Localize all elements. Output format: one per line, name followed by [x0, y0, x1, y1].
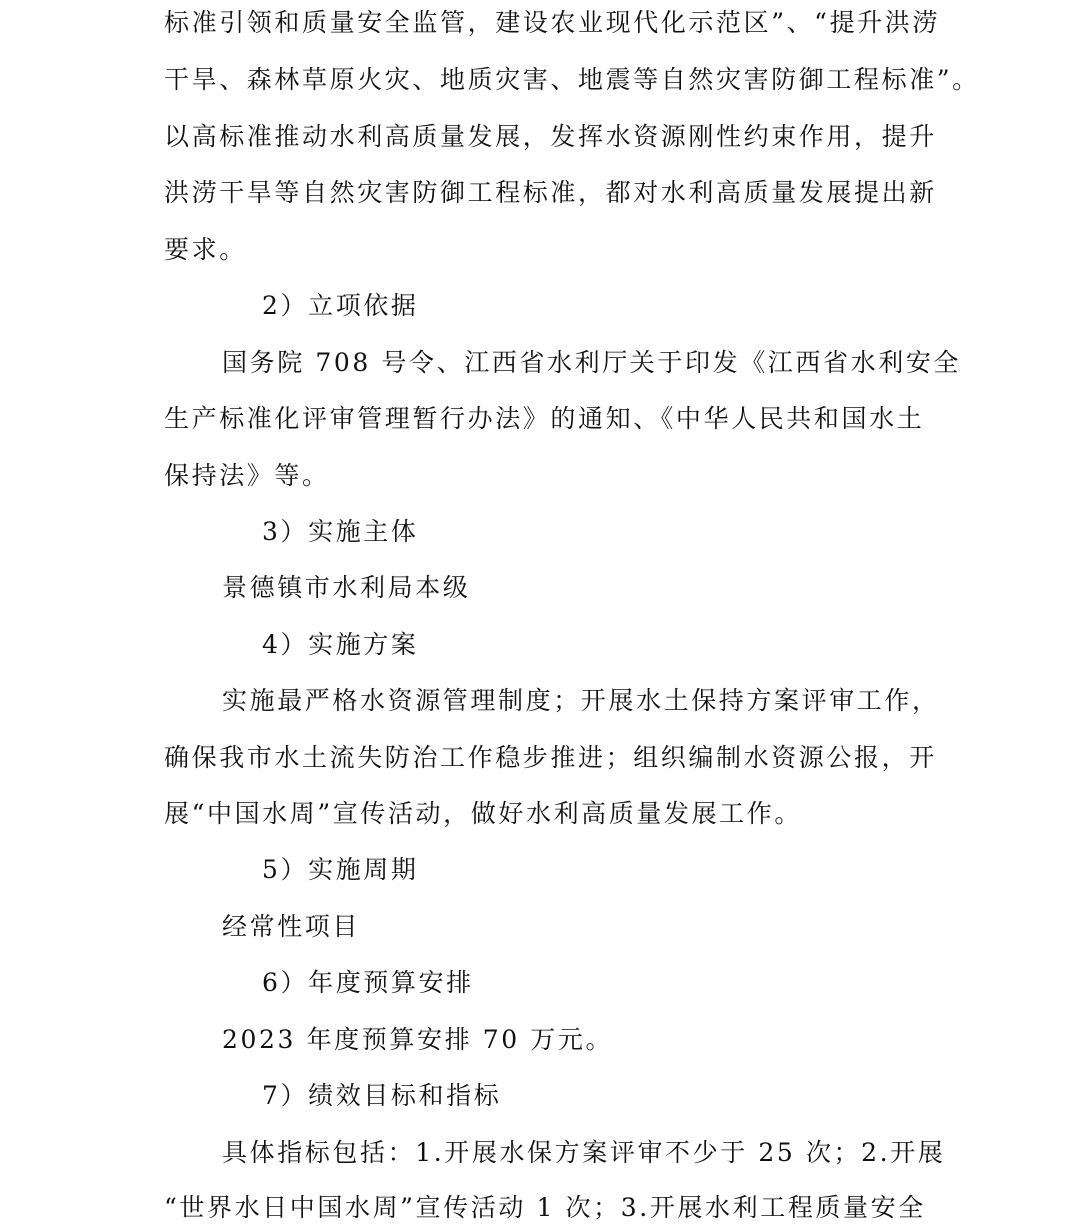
intro-line-2: 干旱、森林草原火灾、地质灾害、地震等自然灾害防御工程标准”。: [164, 65, 980, 94]
intro-line-1: 标准引领和质量安全监管，建设农业现代化示范区”、“提升洪涝: [164, 8, 940, 37]
section-heading-plan: 4）实施方案: [262, 630, 419, 659]
intro-line-3: 以高标准推动水利高质量发展，发挥水资源刚性约束作用，提升: [164, 122, 937, 151]
section-heading-period: 5）实施周期: [262, 855, 419, 884]
plan-line-2: 确保我市水土流失防治工作稳步推进；组织编制水资源公报，开: [164, 743, 937, 772]
section-heading-targets: 7）绩效目标和指标: [262, 1081, 502, 1110]
section-heading-implementer: 3）实施主体: [262, 517, 419, 546]
section-heading-basis: 2）立项依据: [262, 291, 419, 320]
basis-line-3: 保持法》等。: [164, 461, 330, 490]
basis-line-1: 国务院 708 号令、江西省水利厅关于印发《江西省水利安全: [222, 348, 962, 377]
targets-line-2: “世界水日中国水周”宣传活动 1 次；3.开展水利工程质量安全: [164, 1193, 926, 1222]
section-heading-budget: 6）年度预算安排: [262, 968, 474, 997]
targets-line-1: 具体指标包括：1.开展水保方案评审不少于 25 次；2.开展: [222, 1138, 946, 1167]
plan-line-3: 展“中国水周”宣传活动，做好水利高质量发展工作。: [164, 799, 802, 828]
implementer-line-1: 景德镇市水利局本级: [222, 573, 471, 602]
intro-line-4: 洪涝干旱等自然灾害防御工程标准，都对水利高质量发展提出新: [164, 178, 937, 207]
intro-line-5: 要求。: [164, 235, 247, 264]
basis-line-2: 生产标准化评审管理暂行办法》的通知、《中华人民共和国水土: [164, 404, 925, 433]
period-line-1: 经常性项目: [222, 912, 361, 941]
plan-line-1: 实施最严格水资源管理制度；开展水土保持方案评审工作，: [222, 686, 940, 715]
budget-line-1: 2023 年度预算安排 70 万元。: [222, 1025, 614, 1054]
